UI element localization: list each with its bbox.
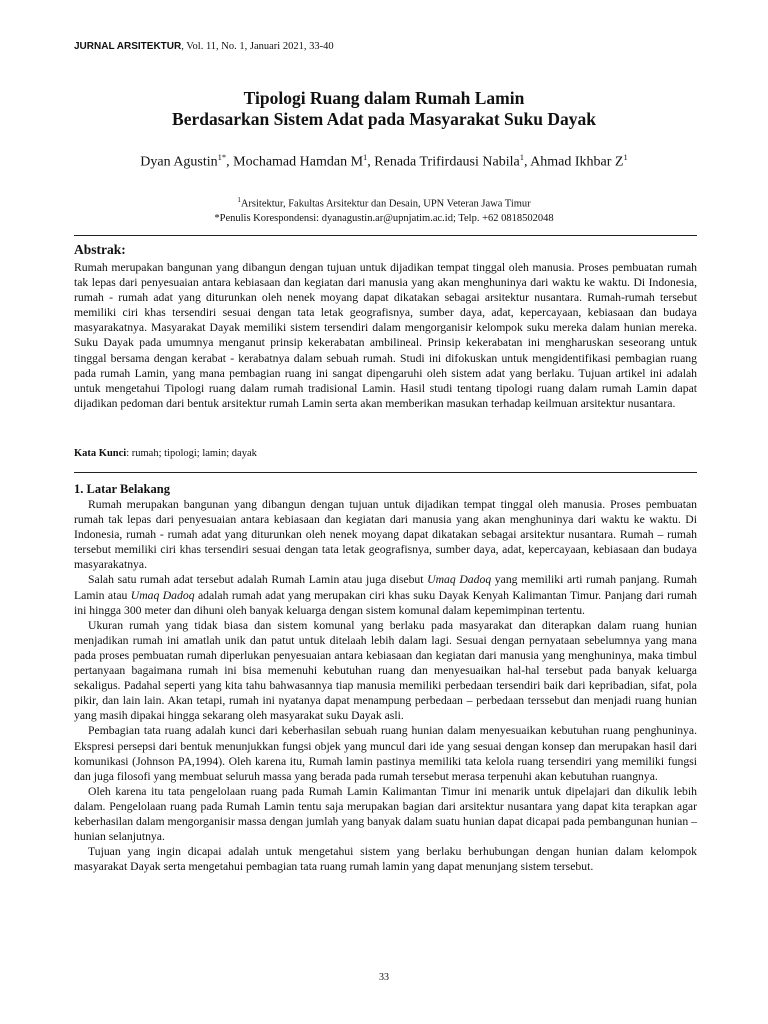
author-list: [74, 152, 694, 171]
divider-bottom: [74, 472, 697, 473]
running-header: [74, 41, 334, 52]
term-umaq-dadoq: Umaq Dadoq: [427, 573, 492, 587]
paper-title: [74, 88, 694, 130]
correspondence-line: *Penulis Korespondensi: dyanagustin.ar@upnjatim.ac.id; Telp. +62 0818502048: [214, 212, 554, 224]
affiliation-sup: 1: [237, 196, 241, 204]
author-3: , Renada Trifirdausi Nabila: [367, 154, 520, 170]
paragraph-4: Pembagian tata ruang adalah kunci dari keberhasilan sebuah ruang hunian dalam menyesuaikan kebutuhan ruang penghuninya. Ekspresi persepsi dari bentuk menunjukkan fungsi objek yang muncul dari ide yang sesuai dengan konsep dan merupakan hasil dari komunikasi (Johnson PA,1994). Oleh karena itu, Rumah lamin pastinya memiliki tata kelola ruang tersendiri yang memiliki fungsi dan juga filosofi yang membuat seluruh massa yang berada pada rumah tersebut merasa terpenuhi akan kebutuhan ruangnya.: [74, 724, 697, 783]
paragraph-2-part-c: adalah rumah adat yang merupakan ciri khas suku Dayak Kenyah Kalimantan Timur. Panjang dari rumah ini hingga 300 meter dan dihuni oleh banyak keluarga dengan sistem komunal dalam kepemimpinan tertentu.: [74, 588, 697, 617]
author-4-sup: 1: [623, 152, 628, 162]
title-line-2: Berdasarkan Sistem Adat pada Masyarakat Suku Dayak: [172, 109, 596, 129]
term-umaq-dadoq-2: Umaq Dadoq: [130, 588, 195, 602]
abstract-text: Rumah merupakan bangunan yang dibangun dengan tujuan untuk dijadikan tempat tinggal oleh manusia. Proses pembuatan rumah tak lepas dari penyesuaian antara kebiasaan dan kegiatan dari manusia yang akan menghuninya dari waktu ke waktu. Di Indonesia, rumah - rumah adat yang diturunkan oleh nenek moyang dapat dikatakan sebagai arsitektur nusantara. Rumah-rumah tersebut memiliki ciri khas tersendiri sesuai dengan tata letak geografisnya, sumber daya, adat, kepercayaan, kebiasaan dan budaya masyarakatnya. Masyarakat Dayak memiliki sistem tersendiri dalam mengorganisir kelompok suku mereka dalam hunian mereka. Suku Dayak pada umumnya menganut prinsip kekerabatan ambilineal. Prinsip kekerabatan ini mengharuskan seseorang untuk tinggal bersama dengan kerabat - kerabatnya dalam sebuah rumah. Studi ini difokuskan untuk mengidentifikasi pembagian ruang pada rumah Lamin, yang mana pembagian ruang ini sangat dipengaruhi oleh sistem adat yang berlaku. Tujuan artikel ini adalah untuk mengetahui Tipologi ruang dalam rumah tradisional Lamin. Hasil studi tentang tipologi ruang dalam rumah Lamin dapat dijadikan pedoman dari bentuk arsitektur rumah Lamin serta akan memberikan masukan terhadap keilmuan arsitektur nusantara.: [74, 261, 697, 410]
paragraph-5: Oleh karena itu tata pengelolaan ruang pada Rumah Lamin Kalimantan Timur ini menarik untuk dipelajari dan dikulik lebih dalam. Pengelolaan ruang pada Rumah Lamin tentu saja merupakan bagian dari arsitektur nusantara yang dapat kita terapkan agar keberhasilan dalam mengorganisir massa dengan jumlah yang banyak dalam suatu hunian dapat dicapai pada pembangunan hunian – hunian selanjutnya.: [74, 784, 697, 844]
journal-name: JURNAL ARSITEKTUR: [74, 41, 182, 52]
paragraph-3: Ukuran rumah yang tidak biasa dan sistem komunal yang berlaku pada masyarakat dan diterapkan dalam ruang hunian menjadikan rumah ini amatlah unik dan patut untuk ditelaah lebih dalam lagi. Sesuai dengan pernyataan sebelumnya yang mana pada proses pembuatan rumah diperlukan penyesuaian antara kebiasaan dan kegiatan dari manusia yang menghuninya, maka timbul pertanyaan bagaimana rumah ini bisa memenuhi kebutuhan ruang dan menyesuaikan hal-hal tersebut pada banyak keluarga sekaligus. Padahal seperti yang kita tahu bahwasannya tiap manusia memiliki perbedaan tersendiri baik dari kepribadian, sifat, pola pikir, dan lain lain. Akan tetapi, rumah ini nyatanya dapat menampung perbedaan – perbedaan terssebut dan menjadi ruang hunian yang masih dipakai hingga sekarang oleh masyarakat suku Dayak asli.: [74, 618, 697, 723]
keywords-text: : rumah; tipologi; lamin; dayak: [126, 448, 257, 459]
section-body: [74, 497, 697, 874]
author-4: , Ahmad Ikhbar Z: [523, 154, 624, 170]
affiliation: [74, 193, 694, 226]
journal-issue: , Vol. 11, No. 1, Januari 2021, 33-40: [181, 41, 334, 52]
author-2: , Mochamad Hamdan M: [226, 154, 364, 170]
keywords: [74, 448, 257, 459]
affiliation-text: Arsitektur, Fakultas Arsitektur dan Desain, UPN Veteran Jawa Timur: [240, 198, 531, 210]
affiliation-line-1: [74, 193, 694, 212]
keywords-label: Kata Kunci: [74, 448, 127, 459]
author-2-sup: 1: [363, 152, 368, 162]
paragraph-6: Tujuan yang ingin dicapai adalah untuk mengetahui sistem yang berlaku berhubungan dengan hunian dalam kelompok masyarakat Dayak serta mengetahui pembagian tata ruang rumah lamin yang dapat menunjang sistem tersebut.: [74, 845, 697, 874]
author-3-sup: 1: [519, 152, 524, 162]
author-1-sup: 1*: [217, 152, 227, 162]
section-heading: 1. Latar Belakang: [74, 482, 170, 496]
paragraph-1: Rumah merupakan bangunan yang dibangun dengan tujuan untuk dijadikan tempat tinggal oleh manusia. Proses pembuatan rumah tak lepas dari penyesuaian antara kebiasaan dan kegiatan dari manusia yang akan menghuninya dari waktu ke waktu. Di Indonesia, rumah - rumah adat yang diturunkan oleh nenek moyang dapat dikatakan sebagai arsitektur nusantara. Rumah – rumah tersebut memiliki ciri khas tersendiri sesuai dengan tata letak geografisnya, sumber daya, adat, kepercayaan, kebiasaan dan budaya masyarakatnya.: [74, 498, 697, 572]
author-1: Dyan Agustin: [140, 154, 218, 170]
divider-top: [74, 235, 697, 236]
abstract-heading: Abstrak:: [74, 242, 126, 257]
paragraph-2-part-a: Salah satu rumah adat tersebut adalah Rumah Lamin atau juga disebut: [88, 573, 428, 587]
title-line-1: Tipologi Ruang dalam Rumah Lamin: [243, 88, 525, 108]
paragraph-2: [74, 572, 697, 617]
paragraph-2-part-b: yang memiliki arti rumah panjang. Rumah Lamin atau: [74, 573, 697, 602]
page-number: 33: [379, 972, 389, 983]
